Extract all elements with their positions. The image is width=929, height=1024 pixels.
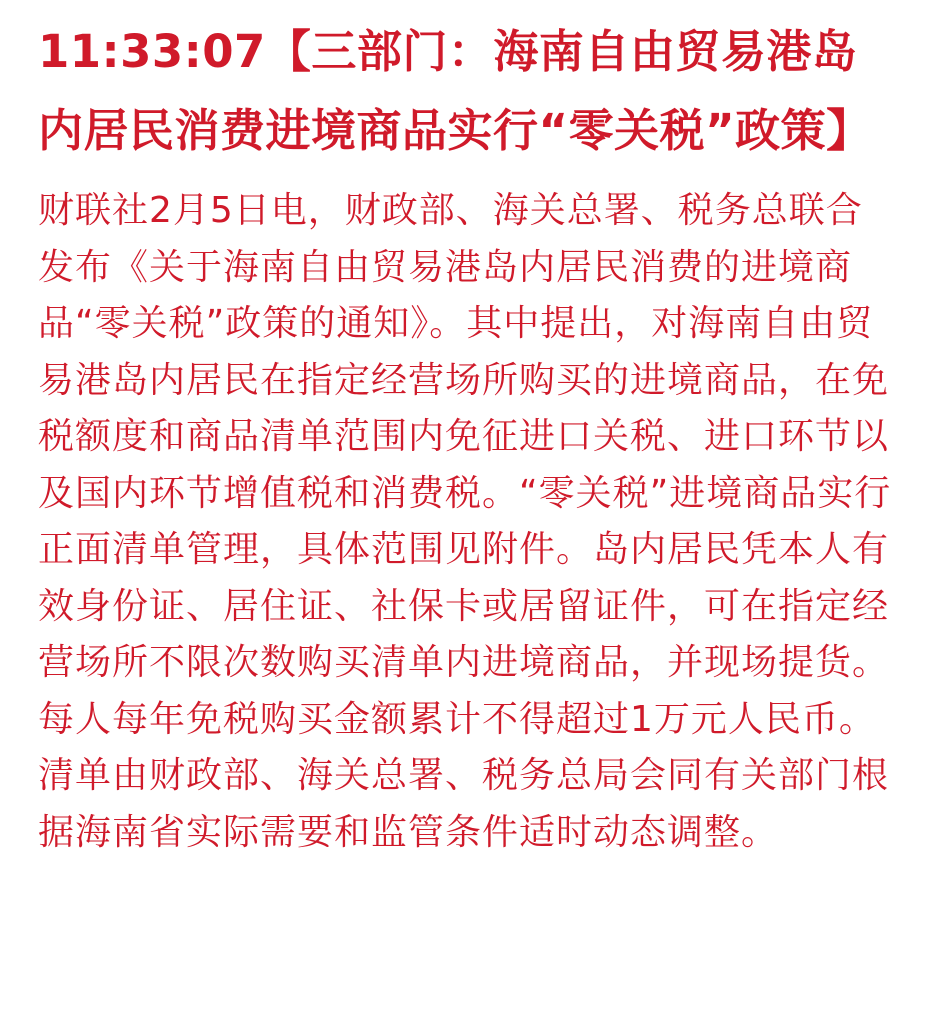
article-headline: 11:33:07【三部门：海南自由贸易港岛内居民消费进境商品实行“零关税”政策】 xyxy=(38,25,872,157)
news-article xyxy=(38,12,896,861)
article-body: 财联社2月5日电，财政部、海关总署、税务总联合发布《关于海南自由贸易港岛内居民消费的进境商品“零关税”政策的通知》。其中提出，对海南自由贸易港岛内居民在指定经营场所购买的进境商品，在免税额度和商品清单范围内免征进口关税、进口环节以及国内环节增值税和消费税。“零关税”进境商品实行正面清单管理，具体范围见附件。岛内居民凭本人有效身份证、居住证、社保卡或居留证件，可在指定经营场所不限次数购买清单内进境商品，并现场提货。每人每年免税购买金额累计不得超过1万元人民币。清单由财政部、海关总署、税务总局会同有关部门根据海南省实际需要和监管条件适时动态调整。 xyxy=(38,190,892,853)
